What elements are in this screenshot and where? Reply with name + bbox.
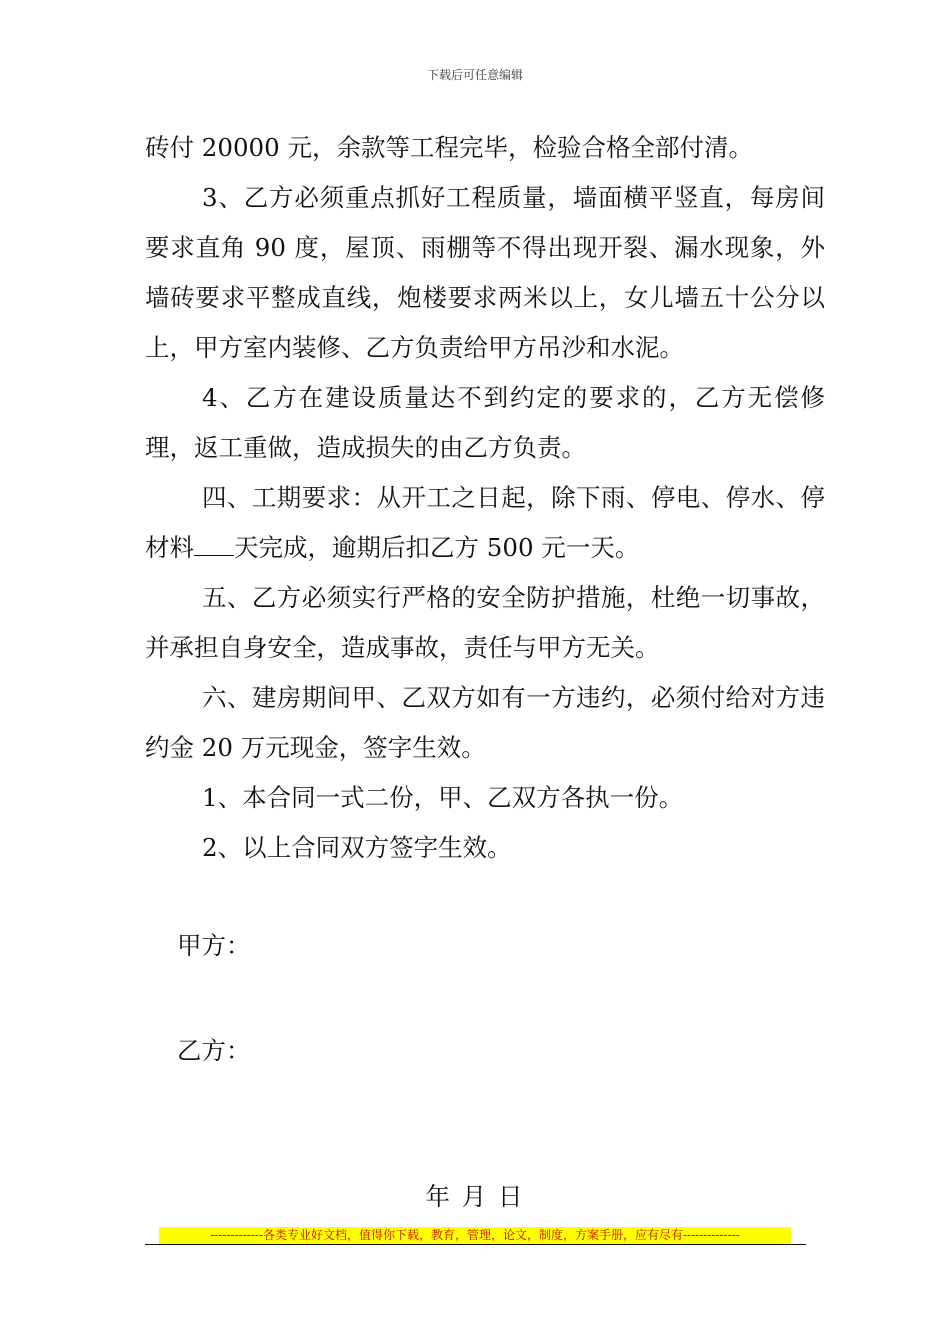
schedule-text-before: 四、工期要求：从开工之日起，除下雨、停电、停水、停材料 <box>145 483 825 562</box>
paragraph-safety: 五、乙方必须实行严格的安全防护措施，杜绝一切事故，并承担自身安全，造成事故，责任与甲方无关。 <box>145 583 825 662</box>
schedule-text-after: 天完成，逾期后扣乙方 500 元一天。 <box>234 533 640 562</box>
party-a-signature-label: 甲方： <box>177 931 251 960</box>
footer-rule <box>145 1244 806 1245</box>
paragraph-effective: 2、以上合同双方签字生效。 <box>202 833 512 862</box>
party-b-signature-label: 乙方： <box>177 1036 251 1065</box>
paragraph-copies: 1、本合同一式二份，甲、乙双方各执一份。 <box>202 783 684 812</box>
days-blank-field <box>194 535 234 556</box>
page-header: 下载后可任意编辑 <box>426 68 523 82</box>
paragraph-schedule <box>145 473 825 573</box>
paragraph-repair: 4、乙方在建设质量达不到约定的要求的，乙方无偿修理，返工重做，造成损失的由乙方负责。 <box>145 383 825 462</box>
paragraph-breach: 六、建房期间甲、乙双方如有一方违约，必须付给对方违约金 20 万元现金，签字生效。 <box>145 683 825 762</box>
paragraph-payment: 砖付 20000 元，余款等工程完毕，检验合格全部付清。 <box>145 133 754 162</box>
contract-body <box>145 123 825 873</box>
date-line: 年 月 日 <box>425 1182 525 1211</box>
footer-banner: -------------各类专业好文档，值得你下载，教育，管理，论文，制度，方案手册，应有尽有-------------- <box>159 1227 791 1244</box>
paragraph-quality: 3、乙方必须重点抓好工程质量，墙面横平竖直，每房间要求直角 90 度，屋顶、雨棚等不得出现开裂、漏水现象，外墙砖要求平整成直线，炮楼要求两米以上，女儿墙五十公分以上，甲方室内装修、乙方负责给甲方吊沙和水泥。 <box>145 183 825 362</box>
